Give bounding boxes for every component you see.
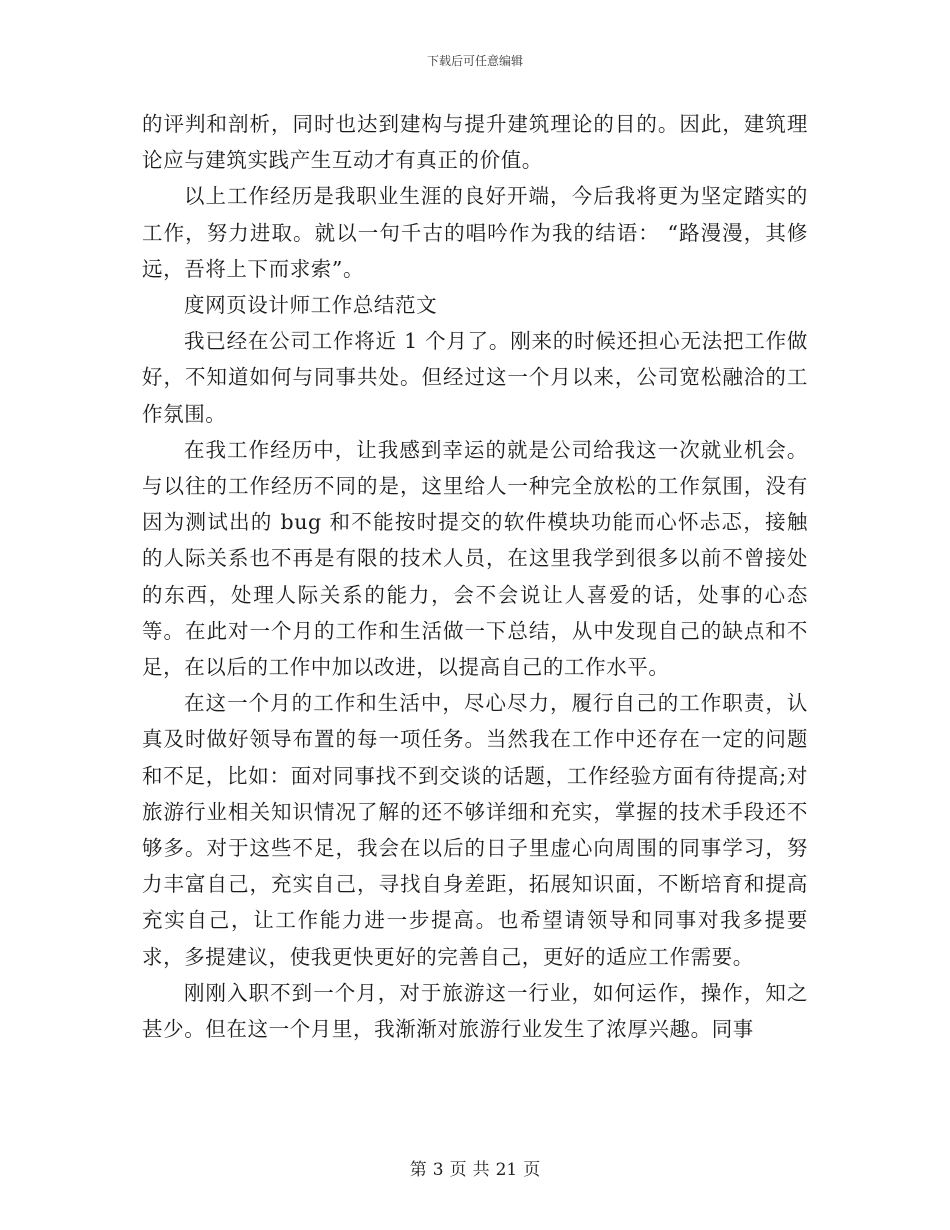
paragraph-intro: 我已经在公司工作将近 1 个月了。刚来的时候还担心无法把工作做好，不知道如何与同事共处。但经过这一个月以来，公司宽松融洽的工作氛围。	[142, 329, 808, 426]
paragraph-duties: 在这一个月的工作和生活中，尽心尽力，履行自己的工作职责，认真及时做好领导布置的每一项任务。当然我在工作中还存在一定的问题和不足，比如：面对同事找不到交谈的话题，工作经验方面有待提高;对旅游行业相关知识情况了解的还不够详细和充实，掌握的技术手段还不够多。对于这些不足，我会在以后的日子里虚心向周围的同事学习，努力丰富自己，充实自己，寻找自身差距，拓展知识面，不断培育和提高充实自己，让工作能力进一步提高。也希望请领导和同事对我多提要求，多提建议，使我更快更好的完善自己，更好的适应工作需要。	[142, 691, 808, 969]
paragraph-continuation: 的评判和剖析，同时也达到建构与提升建筑理论的目的。因此，建筑理论应与建筑实践产生互动才有真正的价值。	[142, 112, 808, 173]
page-prefix: 第	[409, 1160, 427, 1180]
current-page: 3	[432, 1160, 444, 1180]
section-title: 度网页设计师工作总结范文	[184, 293, 438, 318]
total-word: 共	[472, 1160, 490, 1180]
total-pages: 21	[495, 1160, 518, 1180]
paragraph-experience: 在我工作经历中，让我感到幸运的就是公司给我这一次就业机会。与以往的工作经历不同的是，这里给人一种完全放松的工作氛围，没有因为测试出的 bug 和不能按时提交的软件模块功能而心怀忐忑，接触的人际关系也不再是有限的技术人员，在这里我学到很多以前不曾接处的东西，处理人际关系的能力，会不会说让人喜爱的话，处事的心态等。在此对一个月的工作和生活做一下总结，从中发现自己的缺点和不足，在以后的工作中加以改进，以提高自己的工作水平。	[142, 437, 808, 680]
page-header-note: 下载后可任意编辑	[426, 54, 523, 68]
paragraph-tourism: 刚刚入职不到一个月，对于旅游这一行业，如何运作，操作，知之甚少。但在这一个月里，我渐渐对旅游行业发生了浓厚兴趣。同事	[142, 980, 808, 1042]
document-body	[142, 106, 808, 1047]
page-word: 页	[449, 1160, 467, 1180]
page-suffix: 页	[523, 1160, 541, 1180]
page-number	[0, 1155, 950, 1180]
paragraph-conclusion: 以上工作经历是我职业生涯的良好开端，今后我将更为坚定踏实的工作，努力进取。就以一句千古的唱吟作为我的结语： “路漫漫，其修远，吾将上下而求索”。	[142, 184, 808, 281]
